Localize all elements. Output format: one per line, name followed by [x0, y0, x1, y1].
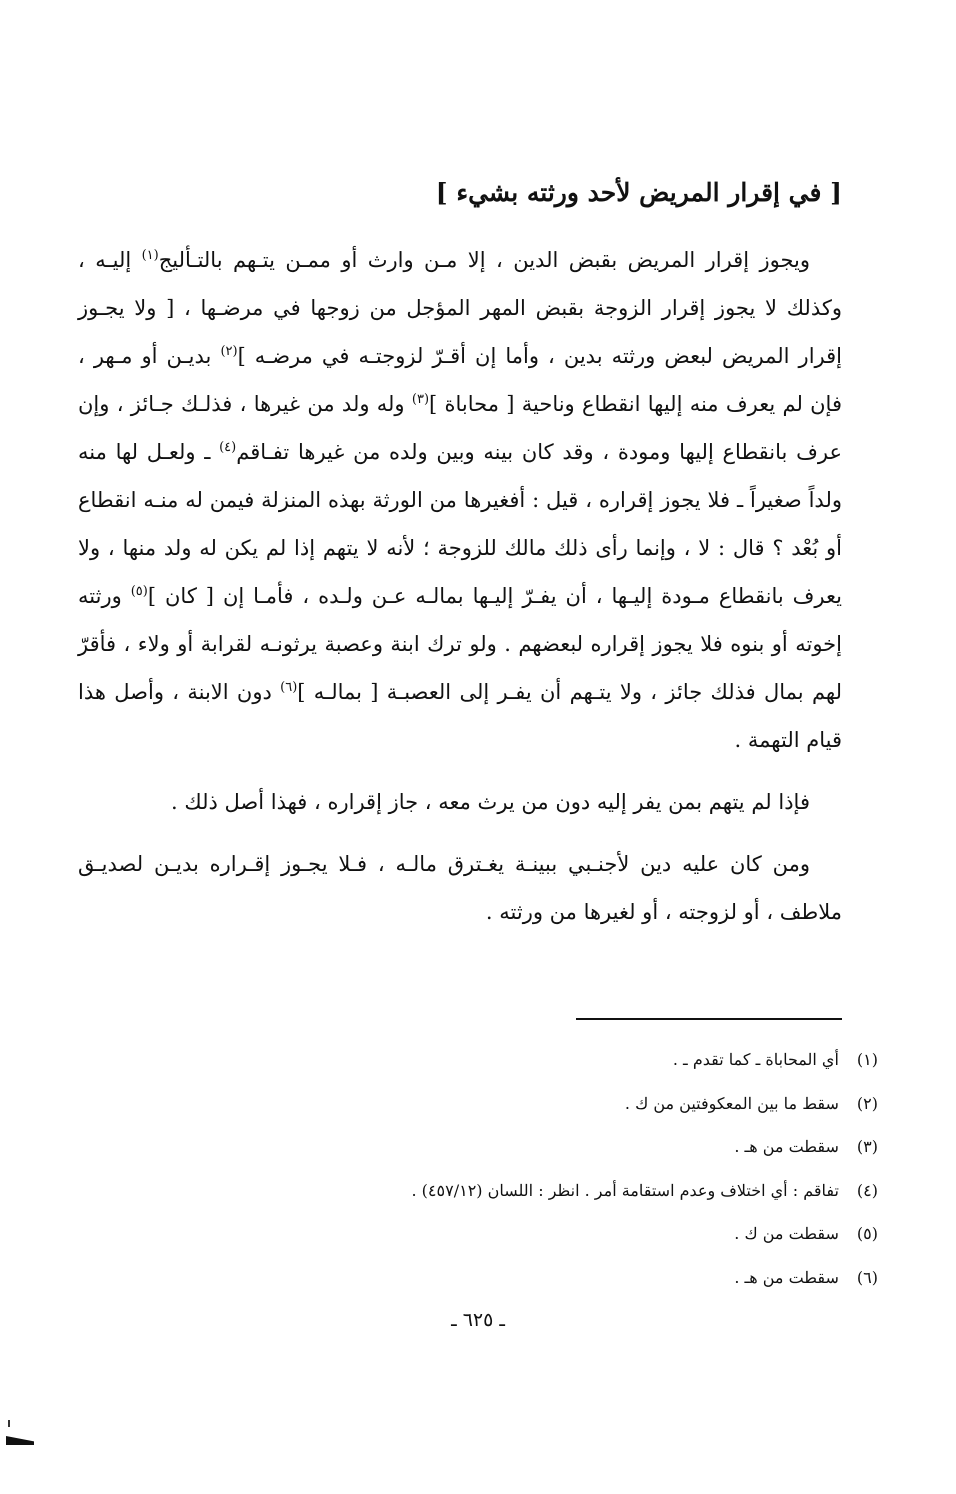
- footnote-text: سقطت من هـ .: [734, 1267, 839, 1287]
- paragraph-3: [78, 840, 842, 936]
- paragraph-2: [78, 778, 842, 826]
- footnote-ref: (٣): [411, 392, 430, 407]
- text-run: وله ولد من غيرها ، فذلـك جـائز ، وإن عرف بانقطاع إليها ومودة ، وقد كان بينه وبين ولده من غيرها تفـاقم: [78, 392, 842, 464]
- footnote-ref: (١): [141, 248, 159, 263]
- page-number: ـ ٦٢٥ ـ: [451, 1309, 505, 1331]
- footnote-5: [150, 1212, 878, 1256]
- footnote-text: سقط ما بين المعكوفتين من ك .: [624, 1093, 839, 1113]
- footnote-6: [150, 1256, 878, 1300]
- text-run: دون الابنة ، وأصل هذا قيام التهمة .: [78, 680, 842, 752]
- footnote-text: سقطت من هـ .: [734, 1137, 839, 1157]
- footnote-number: (٤): [856, 1180, 878, 1200]
- text-run: فإذا لم يتهم بمن يفر إليه دون من يرث معه ، جاز إقراره ، فهذا أصل ذلك .: [171, 790, 810, 814]
- paragraph-1: [78, 236, 842, 764]
- footnote-text: تفاقم : أي اختلاف وعدم استقامة أمر . انظر : اللسان (٤٥٧/١٢) .: [411, 1180, 839, 1200]
- footnote-text: أي المحاباة ـ كما تقدم ـ .: [672, 1050, 839, 1069]
- footnote-number: (٥): [856, 1224, 878, 1244]
- footnote-separator: [576, 1018, 842, 1020]
- footnote-number: (١): [856, 1050, 878, 1069]
- text-run: ويجوز إقرار المريض بقبض الدين ، إلا مـن وارث أو ممـن يتـهم بالتـأليج: [158, 248, 810, 272]
- text-run: ورثته إخوته أو بنوه فلا يجوز إقراره لبعضهم . ولو ترك ابنة وعصبة يرثونـه لقرابة أو ولاء ، فأقرّ لهم بمال فذلك جائز ، ولا يتـهم أن يفـر إلى العصبـة [ بمالـه ]: [78, 584, 842, 704]
- text-run: ومن كان عليه دين لأجنـبي ببينـة يغـترق مالـه ، فـلا يجـوز إقـراره بديـن لصديـق ملاطف ، أو لزوجته ، أو لغيرها من ورثته .: [78, 852, 842, 924]
- footnote-text: سقطت من ك .: [734, 1224, 839, 1244]
- scan-mark: [6, 1436, 34, 1445]
- footnote-number: (٦): [856, 1267, 878, 1287]
- footnote-number: (٢): [856, 1093, 878, 1113]
- footnote-ref: (٦): [280, 680, 298, 695]
- footnote-number: (٣): [856, 1137, 878, 1157]
- footnote-ref: (٢): [220, 344, 238, 359]
- text-run: إليـه ، وكذلك لا يجوز إقرار الزوجة بقبض المهر المؤجل من زوجها في مرضـها ، [ ولا يجـوز إقرار المريض لبعض ورثته بدين ، وأما إن أقـرّ لزوجتـه في مرضـه ]: [78, 248, 842, 368]
- body-text: [78, 236, 842, 936]
- footnote-ref: (٤): [219, 440, 237, 455]
- footnote-4: [150, 1169, 878, 1213]
- footnote-3: [150, 1125, 878, 1169]
- text-run: ـ ولعـل لها منه ولداً صغيراً ـ فلا يجوز إقراره ، قيل : أفغيرها من الورثة بهذه المنزلة فيمن له منـه انقطاع أو بُعْد ؟ قال : لا ، وإنما رأى ذلك مالك للزوجة ؛ لأنه لا يتهم إذا لم يكن له ولد منها ، ولا يعرف بانقطاع مـودة إليـها ، أن يفـرّ إليـها بمالـه عـن ولـده ، فأمـا إن [ كان ]: [78, 440, 842, 608]
- scan-mark: [8, 1420, 10, 1427]
- footnotes: [150, 1038, 878, 1300]
- footnote-1: [150, 1038, 878, 1082]
- text-run: بديـن أو مـهر ، فإن لم يعرف منه إليها انقطاع وناحية [ محاباة ]: [78, 344, 842, 416]
- footnote-2: [150, 1082, 878, 1126]
- section-heading: [ في إقرار المريض لأحد ورثته بشيء ]: [435, 178, 842, 207]
- footnote-ref: (٥): [130, 584, 148, 599]
